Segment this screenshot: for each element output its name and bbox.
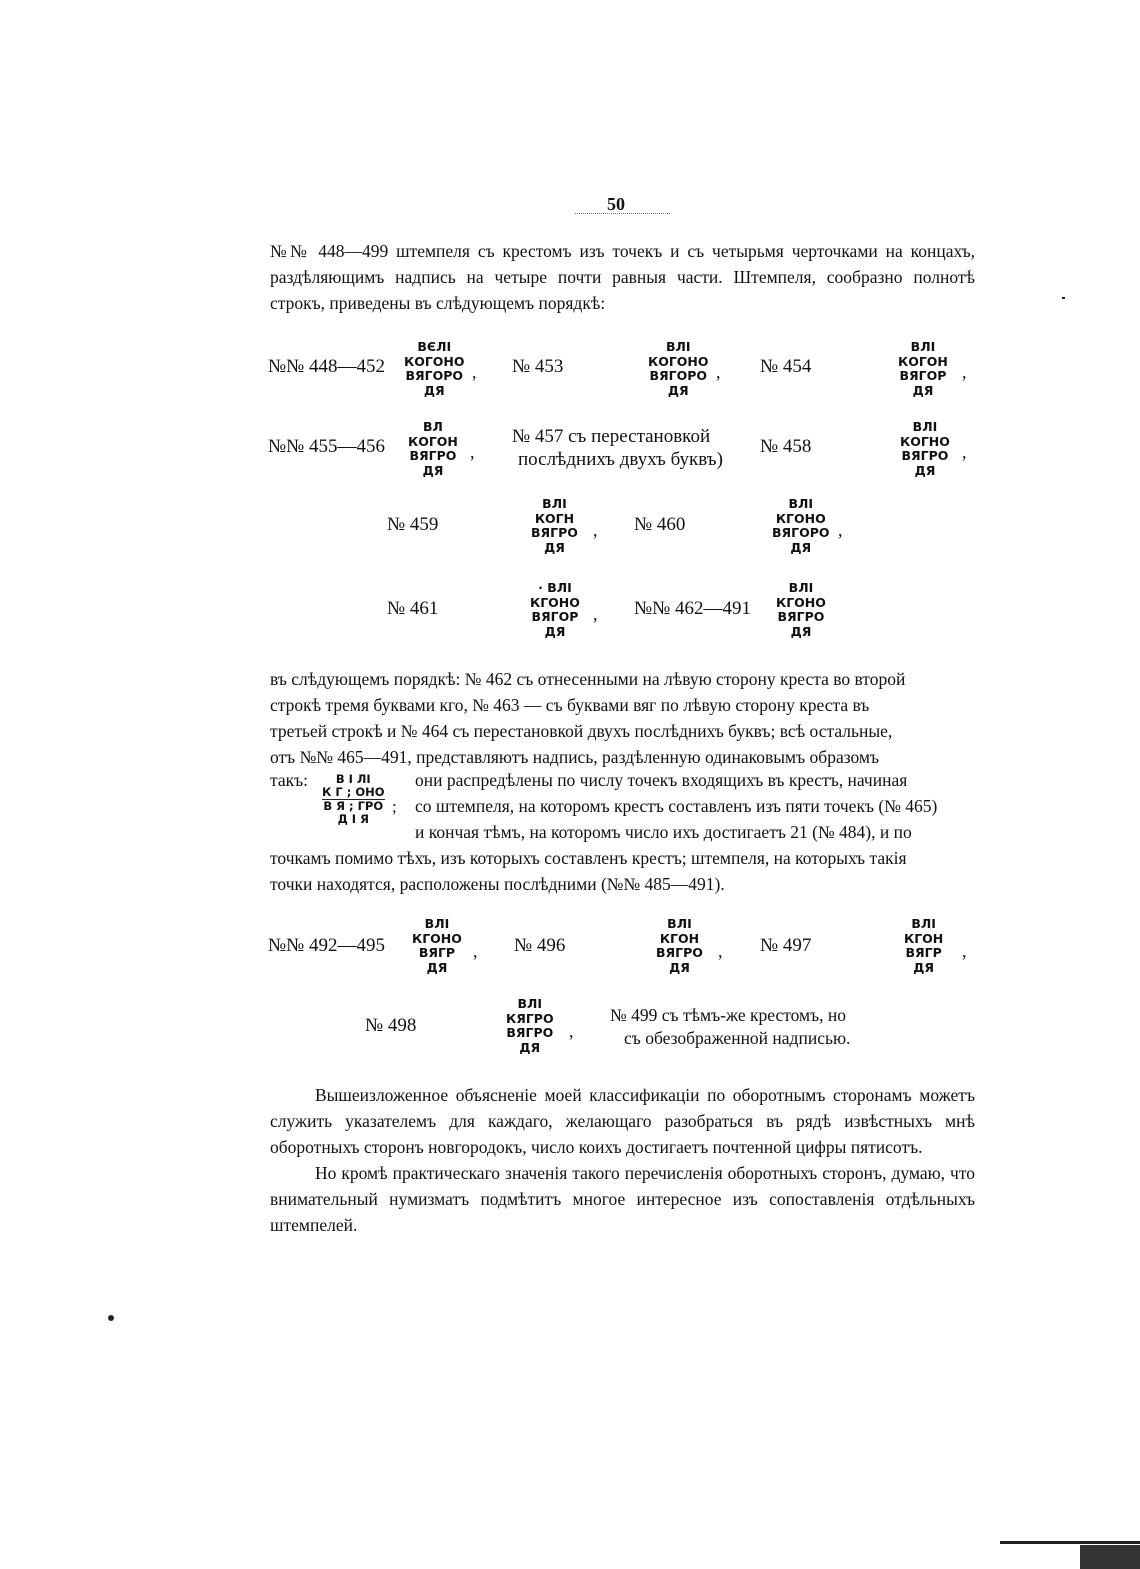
entry-label-453: № 453 [512, 356, 564, 377]
legend-line: ВЯГРО [506, 1025, 554, 1040]
legend-line: КЯГРО [506, 1010, 554, 1026]
legend-line: КОГОН [408, 433, 458, 449]
comma: , [593, 604, 598, 624]
legend-454 [898, 340, 948, 398]
entry-label-455-456: №№ 455—456 [268, 436, 386, 457]
scan-dot [108, 1315, 114, 1321]
legend-line: ВЯГОРО [772, 525, 830, 540]
legend-line: ДЯ [422, 462, 444, 478]
closing-paragraph-1: Вышеизложенное объясненіе моей классификаціи по оборотнымъ сторонамъ можетъ служить указателемъ для каждаго, желающаго разобраться въ рядѣ извѣстныхъ мнѣ оборотныхъ сторонъ новгородокъ, число коихъ достигаетъ почтенной цифры пятисотъ. [270, 1085, 975, 1157]
semicolon: ; [392, 797, 397, 816]
comma: , [470, 442, 475, 462]
scan-edge [1000, 1541, 1140, 1544]
comma: , [716, 362, 721, 382]
middle-paragraph [270, 666, 975, 770]
legend-line: ВЛІ [542, 496, 567, 511]
entry-label-499: № 499 съ тѣмъ-же крестомъ, но [610, 1005, 847, 1025]
middle-line: точки находятся, расположены послѣдними (№№ 485—491). [270, 874, 725, 894]
legend-line: ДЯ [426, 959, 448, 975]
legend-line: ВЯГРО [531, 525, 578, 540]
legend-line: ВЛ [422, 419, 443, 434]
cross-line: К Г ; ОНО [322, 785, 385, 799]
entry-label-497: № 497 [760, 935, 812, 956]
legend-line: ВЯГОР [899, 368, 947, 383]
legend-line: ВЯГР [905, 945, 942, 960]
legend-line: ВЯГР [418, 945, 456, 960]
legend-line: ВЯГРО [901, 448, 949, 463]
middle-line: въ слѣдующемъ порядкѣ: № 462 съ отнесенными на лѣвую сторону креста во второй [270, 669, 906, 689]
page-number: 50 [607, 194, 625, 214]
entry-label-496: № 496 [514, 935, 566, 956]
legend-line: ВЛІ [910, 339, 936, 354]
legend-line: КГОН [659, 930, 700, 946]
middle-line: третьей строкѣ и № 464 съ перестановкой двухъ послѣднихъ буквъ; всѣ остальные, [270, 721, 893, 741]
legend-line: ДЯ [544, 539, 565, 555]
legend-496 [656, 917, 703, 975]
cross-line: В Я ; ГРО [323, 799, 384, 813]
legend-line: ДЯ [912, 382, 934, 398]
comma: , [962, 442, 967, 462]
intro-paragraph: №№ 448—499 штемпеля съ крестомъ изъ точекъ и съ четырьмя черточками на концахъ, раздѣляющимъ надпись на четыре почти равныя части. Штемпеля, сообразно полнотѣ строкъ, приведены въ слѣдующемъ порядкѣ: [270, 241, 975, 313]
legend-line: КГОНО [775, 510, 826, 526]
legend-line: ДЯ [519, 1039, 541, 1055]
legend-line: ВЛІ [667, 916, 692, 931]
comma: , [472, 362, 477, 382]
entry-label-460: № 460 [634, 514, 686, 535]
middle-line: строкѣ тремя буквами кго, № 463 — съ буквами вяг по лѣвую сторону креста въ [270, 695, 870, 715]
closing-text [270, 1082, 975, 1238]
page-number-ornament [575, 213, 670, 216]
legend-line: ВЯГОРО [405, 368, 464, 383]
comma: , [569, 1021, 574, 1041]
entry-label-492-495: №№ 492—495 [268, 935, 386, 956]
comma: , [838, 520, 843, 540]
legend-line: ВЯГРО [777, 609, 825, 624]
legend-line: КОГН [534, 510, 575, 526]
cross-figure [322, 773, 385, 826]
legend-497 [904, 917, 943, 975]
middle-line: точкамъ помимо тѣхъ, изъ которыхъ составленъ крестъ; штемпеля, на которыхъ такія [270, 848, 907, 868]
comma: , [718, 941, 723, 961]
legend-line: ДЯ [544, 623, 566, 639]
legend-line: КГОНО [776, 594, 826, 610]
middle-line: они распредѣлены по числу точекъ входящихъ въ крестъ, начиная [415, 770, 908, 790]
legend-line: КГОНО [412, 930, 462, 946]
legend-458 [900, 420, 950, 478]
legend-line: ДЯ [667, 382, 689, 398]
legend-line: КОГОНО [404, 353, 465, 369]
legend-461 [530, 581, 580, 639]
legend-459 [531, 497, 578, 555]
comma: , [593, 520, 598, 540]
legend-line: ВЛІ [424, 916, 450, 931]
legend-448-452 [404, 340, 465, 398]
legend-line: ДЯ [423, 382, 445, 398]
entry-label-454: № 454 [760, 356, 812, 377]
legend-line: ВЛІ [517, 996, 543, 1011]
entry-label-458: № 458 [760, 436, 812, 457]
middle-line: со штемпеля, на которомъ крестъ составленъ изъ пяти точекъ (№ 465) [415, 796, 938, 816]
entry-label-499-line2: съ обезображенной надписью. [624, 1028, 851, 1048]
legend-line: ВЛІ [788, 496, 814, 511]
closing-paragraph-2: Но кромѣ практическаго значенія такого перечисленія оборотныхъ сторонъ, думаю, что внимательный нумизматъ подмѣтитъ многое интересное изъ сопоставленія отдѣльныхъ штемпелей. [270, 1163, 975, 1235]
comma: , [962, 941, 967, 961]
entry-label-448-452: №№ 448—452 [268, 356, 386, 377]
scan-dot [1062, 297, 1065, 299]
cross-line: В І ЛІ [335, 772, 371, 786]
entry-label-459: № 459 [387, 514, 439, 535]
scan-edge [1080, 1545, 1140, 1569]
legend-line: ВЛІ [788, 580, 814, 595]
legend-498 [506, 997, 554, 1055]
entry-label-462-491: №№ 462—491 [634, 598, 752, 619]
cross-line: Д І Я [337, 812, 369, 826]
legend-line: КОГОН [898, 353, 948, 369]
entry-label-461: № 461 [387, 598, 439, 619]
middle-line-start: такъ: [270, 770, 309, 790]
legend-line: ДЯ [913, 959, 935, 975]
legend-line: ВЛІ [665, 339, 691, 354]
entry-label-457-line2: послѣднихъ двухъ буквъ) [518, 449, 723, 470]
legend-line: ВЯГРО [656, 945, 703, 960]
comma: , [473, 941, 478, 961]
legend-492-495 [412, 917, 462, 975]
legend-line: КОГОНО [648, 353, 709, 369]
middle-line: и кончая тѣмъ, на которомъ число ихъ достигаетъ 21 (№ 484), и по [415, 822, 912, 842]
legend-455-456 [408, 420, 458, 478]
legend-line: КГОН [904, 930, 944, 946]
legend-line: ДЯ [790, 539, 812, 555]
legend-line: ВЛІ [912, 419, 938, 434]
legend-460 [772, 497, 830, 555]
legend-line: ВЯГОР [531, 609, 579, 624]
legend-line: ДЯ [914, 462, 936, 478]
entry-label-498: № 498 [365, 1015, 417, 1036]
legend-line: ДЯ [669, 959, 690, 975]
legend-line: ВЄЛІ [417, 339, 452, 354]
legend-line: КОГНО [900, 433, 950, 449]
legend-453 [648, 340, 709, 398]
legend-line: КГОНО [530, 594, 580, 610]
middle-line: отъ №№ 465—491, представляютъ надпись, раздѣленную одинаковымъ образомъ [270, 747, 880, 767]
entry-label-457: № 457 съ перестановкой [512, 426, 711, 447]
legend-line: ВЯГРО [409, 448, 457, 463]
legend-line: · ВЛІ [538, 580, 572, 595]
legend-462-491 [776, 581, 826, 639]
legend-line: ВЯГОРО [649, 368, 708, 383]
legend-line: ВЛІ [911, 916, 936, 931]
comma: , [962, 362, 967, 382]
legend-line: ДЯ [790, 623, 812, 639]
